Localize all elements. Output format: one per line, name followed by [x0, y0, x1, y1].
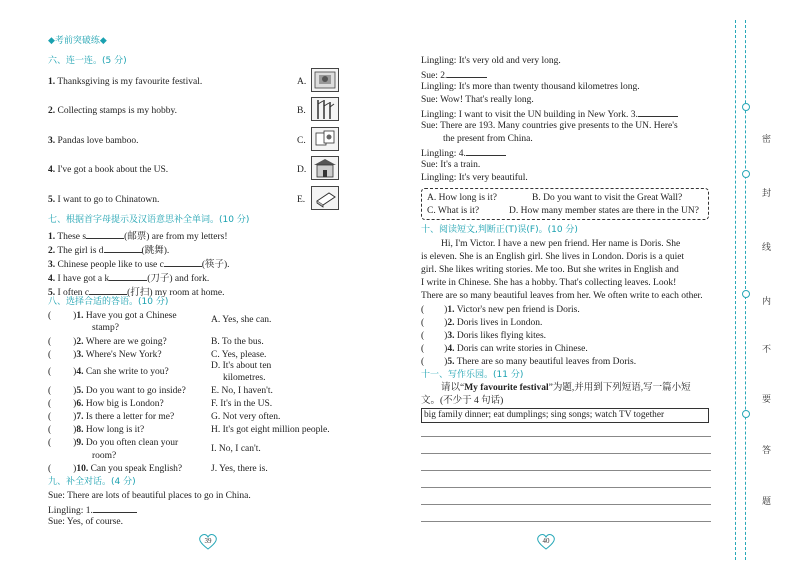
s6-letter-b: B.	[297, 106, 306, 116]
stamps-picture	[311, 127, 339, 151]
writing-line	[421, 436, 711, 437]
sidebar-char: 不	[762, 345, 772, 355]
s6-item-1: 1. Thanksgiving is my favourite festival.	[48, 77, 203, 87]
s7-item-5: 5. I often c (打扫) my room at home.	[48, 285, 225, 299]
s10-item-4: ( )4. Doris can write stories in Chinese.	[421, 344, 588, 354]
s6-item-4: 4. I've got a book about the US.	[48, 165, 169, 175]
book-picture	[311, 186, 339, 210]
writing-line	[421, 453, 711, 454]
s6-item-5: 5. I want to go to Chinatown.	[48, 195, 160, 205]
s9-option-d: D. How many member states are there in the UN?	[509, 206, 699, 216]
s9-line-3: Sue: Yes, of course.	[48, 517, 123, 527]
s7-item-2: 2. The girl is d (跳舞).	[48, 243, 169, 257]
s9-title: 九、补全对话。(4 分)	[48, 477, 136, 487]
s9-r-line-3: Lingling: It's more than twenty thousand kilometres long.	[421, 82, 640, 92]
chinatown-picture	[311, 156, 339, 180]
s9-r-line-9: Sue: It's a train.	[421, 160, 481, 170]
s8-ans-d: D. It's about ten	[211, 361, 272, 371]
s9-r-line-8: Lingling: 4.	[421, 146, 506, 160]
s8-ans-g: G. Not very often.	[211, 412, 281, 422]
s8-q5: ( )5. Do you want to go inside?	[48, 386, 186, 396]
s10-item-1: ( )1. Victor's new pen friend is Doris.	[421, 305, 580, 315]
bamboo-panda-picture	[311, 97, 339, 121]
writing-line	[421, 521, 711, 522]
s8-q4: ( )4. Can she write to you?	[48, 367, 169, 377]
s8-ans-j: J. Yes, there is.	[211, 464, 268, 474]
s8-ans-b: B. To the bus.	[211, 337, 264, 347]
s9-r-line-7: the present from China.	[443, 134, 533, 144]
s8-q2: ( )2. Where are we going?	[48, 337, 167, 347]
s7-item-4: 4. I have got a k (刀子) and fork.	[48, 271, 209, 285]
s7-title: 七、根据首字母提示及汉语意思补全单词。(10 分)	[48, 215, 250, 225]
thanksgiving-picture	[311, 68, 339, 92]
s10-passage-5: There are so many beautiful leaves from her. We often write to each other.	[421, 291, 703, 301]
s8-ans-e: E. No, I haven't.	[211, 386, 273, 396]
s8-q1: ( )1. Have you got a Chinese	[48, 311, 177, 321]
s7-item-3: 3. Chinese people like to use c (筷子).	[48, 257, 230, 271]
s8-ans-i: I. No, I can't.	[211, 444, 261, 454]
seal-line-outer	[735, 20, 736, 560]
s11-phrases: big family dinner; eat dumplings; sing songs; watch TV together	[424, 410, 665, 420]
s8-ans-f: F. It's in the US.	[211, 399, 273, 409]
s9-r-line-4: Sue: Wow! That's really long.	[421, 95, 534, 105]
seal-dot	[742, 170, 750, 178]
s8-title: 八、选择合适的答语。(10 分)	[48, 297, 169, 307]
s10-passage-2: is eleven. She is an English girl. She lives in London. Doris is a quiet	[421, 252, 685, 262]
s8-q9: ( )9. Do you often clean your	[48, 438, 179, 448]
s10-item-5: ( )5. There are so many beautiful leaves from Doris.	[421, 357, 637, 367]
sidebar-char: 题	[762, 497, 772, 507]
s6-letter-d: D.	[297, 165, 307, 175]
sidebar-char: 封	[762, 189, 772, 199]
s11-prompt: 请以“My favourite festival”为题,并用到下列短语,写一篇小短	[441, 383, 691, 393]
s9-r-line-2: Sue: 2.	[421, 68, 487, 82]
s10-passage-4: I write in Chinese. She has a hobby. That's collecting leaves. Look!	[421, 278, 677, 288]
writing-line	[421, 504, 711, 505]
s9-r-line-10: Lingling: It's very beautiful.	[421, 173, 528, 183]
s9-line-2: Lingling: 1.	[48, 503, 137, 517]
s8-ans-h: H. It's got eight million people.	[211, 425, 330, 435]
s8-ans-a: A. Yes, she can.	[211, 315, 272, 325]
section-tag: ◆考前突破练◆	[48, 36, 107, 46]
s6-letter-c: C.	[297, 136, 306, 146]
s10-title: 十、阅读短文,判断正(T)误(F)。(10 分)	[421, 225, 578, 235]
s8-ans-c: C. Yes, please.	[211, 350, 267, 360]
sidebar-char: 答	[762, 446, 772, 456]
s9-r-line-1: Lingling: It's very old and very long.	[421, 56, 561, 66]
writing-line	[421, 470, 711, 471]
sidebar-char: 内	[762, 297, 772, 307]
s10-item-3: ( )3. Doris likes flying kites.	[421, 331, 547, 341]
seal-dot	[742, 103, 750, 111]
writing-line	[421, 487, 711, 488]
s9-line-1: Sue: There are lots of beautiful places to go in China.	[48, 491, 251, 501]
s8-q1-cont: stamp?	[92, 323, 119, 333]
seal-dot	[742, 290, 750, 298]
s9-option-a: A. How long is it?	[427, 193, 497, 203]
s6-item-3: 3. Pandas love bamboo.	[48, 136, 139, 146]
s9-option-c: C. What is it?	[427, 206, 480, 216]
sidebar-char: 要	[762, 395, 772, 405]
s8-q10: ( )10. Can you speak English?	[48, 464, 183, 474]
s8-q3: ( )3. Where's New York?	[48, 350, 162, 360]
sidebar-char: 密	[762, 135, 772, 145]
s7-item-1: 1. These s (邮票) are from my letters!	[48, 229, 228, 243]
s6-letter-a: A.	[297, 77, 307, 87]
s8-q7: ( )7. Is there a letter for me?	[48, 412, 175, 422]
s10-passage-1: Hi, I'm Victor. I have a new pen friend. Her name is Doris. She	[441, 239, 681, 249]
s9-r-line-6: Sue: There are 193. Many countries give presents to the UN. Here's	[421, 121, 678, 131]
s8-q6: ( )6. How big is London?	[48, 399, 164, 409]
s11-title: 十一、写作乐园。(11 分)	[421, 370, 524, 380]
s9-option-b: B. Do you want to visit the Great Wall?	[532, 193, 683, 203]
sidebar-char: 线	[762, 243, 772, 253]
s10-item-2: ( )2. Doris lives in London.	[421, 318, 543, 328]
s6-title: 六、连一连。(5 分)	[48, 56, 127, 66]
s8-ans-d-cont: kilometres.	[223, 373, 266, 383]
page-number-left: 39	[197, 533, 219, 551]
s6-letter-e: E.	[297, 195, 306, 205]
s6-item-2: 2. Collecting stamps is my hobby.	[48, 106, 177, 116]
s11-prompt-2: 文。(不少于 4 句话)	[421, 396, 504, 406]
page-number-right: 40	[535, 533, 557, 551]
seal-dot	[742, 410, 750, 418]
s8-q9-cont: room?	[92, 451, 117, 461]
s9-r-line-5: Lingling: I want to visit the UN building in New York. 3.	[421, 107, 678, 121]
s8-q8: ( )8. How long is it?	[48, 425, 145, 435]
s10-passage-3: girl. She likes writing stories. Me too. But she writes in English and	[421, 265, 679, 275]
